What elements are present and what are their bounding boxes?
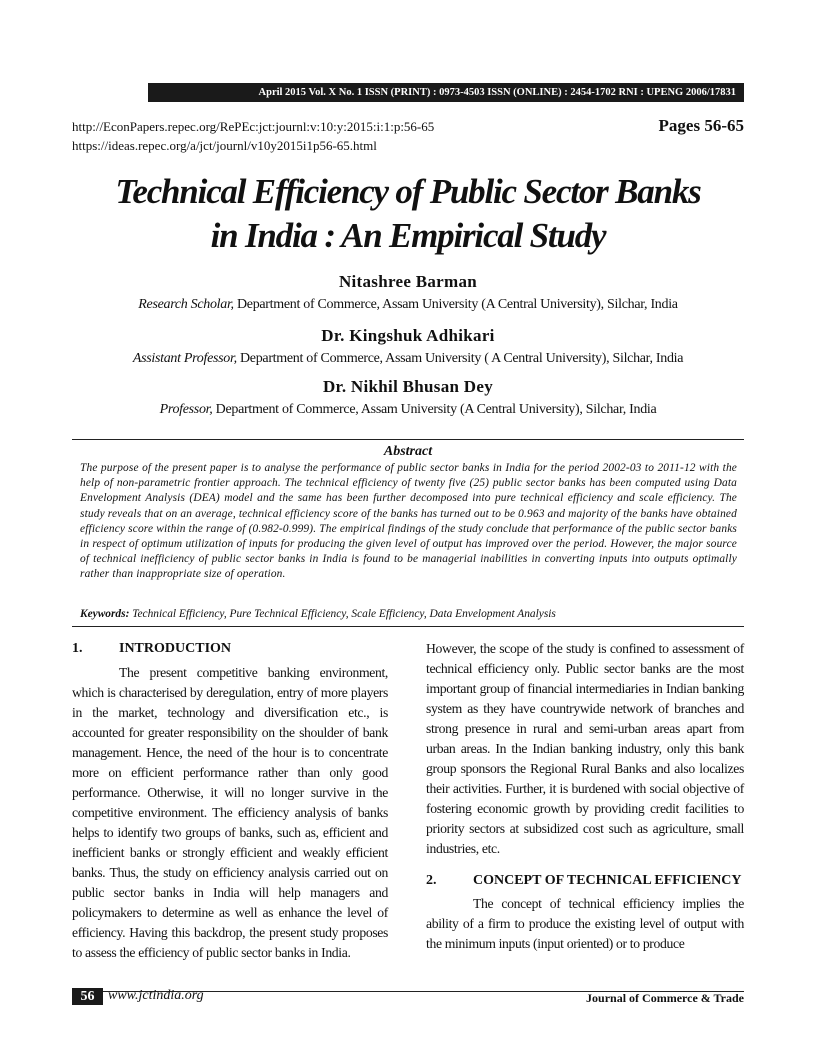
repec-links — [72, 117, 434, 155]
author-affiliation — [0, 402, 816, 418]
author-2 — [0, 326, 816, 367]
econpapers-link[interactable]: http://EconPapers.repec.org/RePEc:jct:journl:v:10:y:2015:i:1:p:56-65 — [72, 119, 435, 134]
author-role: Assistant Professor, — [132, 351, 237, 366]
section-number: 2. — [426, 873, 437, 888]
page-range: Pages 56-65 — [658, 116, 744, 135]
author-name: Dr. Kingshuk Adhikari — [321, 326, 495, 345]
author-dept: Department of Commerce, Assam University ( A Central University), Silchar, India — [236, 351, 684, 366]
right-column — [426, 639, 744, 954]
author-dept: Department of Commerce, Assam University (A Central University), Silchar, India — [233, 297, 678, 312]
left-column — [72, 639, 388, 963]
author-3 — [0, 377, 816, 418]
section-title: INTRODUCTION — [119, 641, 232, 656]
author-name: Dr. Nikhil Bhusan Dey — [322, 377, 494, 396]
author-1 — [0, 272, 816, 313]
section-1-heading — [72, 639, 388, 659]
section-number: 1. — [72, 641, 83, 656]
author-role: Research Scholar, — [138, 297, 234, 312]
section-title: CONCEPT OF TECHNICAL EFFICIENCY — [473, 873, 742, 888]
author-affiliation — [0, 297, 816, 313]
paper-title — [60, 170, 756, 258]
abstract-body: The purpose of the present paper is to analyse the performance of public sector banks in India for the period 2002-03 to 2011-12 with the help of non-parametric frontier approach. The technical efficiency of twenty five (25) public sector banks has been computed using Data Envelopment Analysis (DEA) model and the same has been further decomposed into pure technical efficiency and scale efficiency. The study reveals that on an average, technical efficiency score of the banks has turned out to be 0.963 and majority of the banks have obtained efficiency score within the range of (0.982-0.999). The empirical findings of the study conclude that performance of the public sector banks in respect of optimum utilization of inputs for producing the given level of output has improved over the period. However, the major source of technical inefficiency of public sector banks in India is found to be managerial inabilities in converting inputs into outputs optimally rather than inappropriate size of operation. — [80, 462, 737, 581]
website-link[interactable]: www.jctindia.org — [108, 988, 204, 1003]
author-affiliation — [0, 351, 816, 367]
author-role: Professor, — [159, 402, 213, 417]
abstract-heading: Abstract — [383, 444, 433, 459]
abstract-bottom-rule — [72, 626, 744, 627]
keywords-label: Keywords: — [80, 608, 130, 620]
concept-paragraph: The concept of technical efficiency implies the ability of a firm to produce the existing level of output with the minimum inputs (input oriented) or to produce — [426, 896, 744, 951]
author-dept: Department of Commerce, Assam University (A Central University), Silchar, India — [212, 402, 657, 417]
issue-info-bar: April 2015 Vol. X No. 1 ISSN (PRINT) : 0973-4503 ISSN (ONLINE) : 2454-1702 RNI : UPENG 2006/17831 — [148, 83, 744, 102]
page-number: 56 — [72, 988, 103, 1005]
title-line-2: in India : An Empirical Study — [210, 216, 606, 255]
section-2-heading — [426, 871, 744, 890]
journal-name: Journal of Commerce & Trade — [586, 991, 744, 1005]
author-name: Nitashree Barman — [338, 272, 478, 291]
keywords — [80, 607, 737, 622]
title-line-1: Technical Efficiency of Public Sector Banks — [115, 172, 701, 211]
intro-paragraph: The present competitive banking environment, which is characterised by deregulation, entry of more players in the market, technology and diversification etc., is accounted for greater responsibility on the shoulder of bank management. Hence, the need of the hour is to concentrate more on efficient performance rather than only good performance. Otherwise, it will no longer survive in the competitive environment. The efficiency analysis of banks helps to identify two groups of banks, such as, efficient and inefficient banks or strongly efficient and weakly efficient banks. Thus, the study on efficiency analysis carried out on public sector banks in India will help managers and policymakers to determine as well as enhance the level of efficiency. Having this backdrop, the present study proposes to assess the efficiency of public sector banks in India. — [72, 665, 388, 960]
keywords-list: Technical Efficiency, Pure Technical Efficiency, Scale Efficiency, Data Envelopment Analysis — [129, 608, 556, 620]
ideas-link[interactable]: https://ideas.repec.org/a/jct/journl/v10y2015i1p56-65.html — [72, 138, 377, 153]
abstract-top-rule — [72, 439, 744, 440]
intro-paragraph-continued: However, the scope of the study is confined to assessment of technical efficiency only. Public sector banks are the most important group of financial intermediaries in Indian banking system as they have countrywide network of branches and strong presence in rural and semi-urban areas apart from urban areas. In the Indian banking industry, only this bank group sponsors the Regional Rural Banks and also localizes their activities. Further, it is burdened with social objective of fostering economic growth by providing credit facilities to priority sectors at subsidized cost such as agriculture, small industries, etc. — [426, 641, 744, 856]
